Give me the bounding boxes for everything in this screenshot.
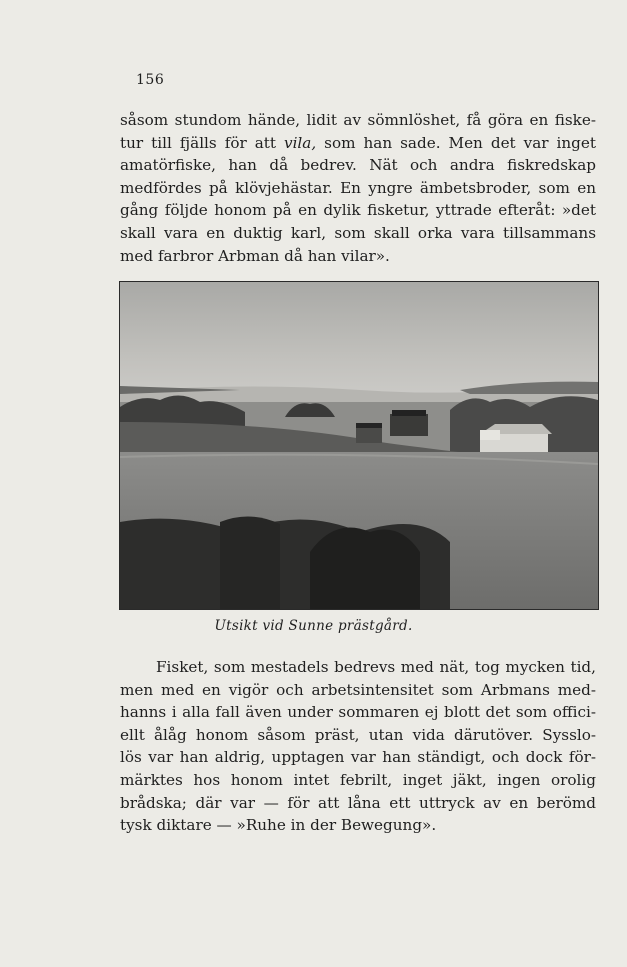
photo-caption: Utsikt vid Sunne prästgård. [214,618,413,634]
text-line: lös var han aldrig, upptagen var han ständigt, och dock för- [120,748,596,767]
text-line: skall vara en duktig karl, som skall orka vara tillsammans [120,223,596,242]
paragraph-2 [120,656,596,837]
text-line: brådska; där var — för att låna ett uttryck av en berömd [120,793,596,812]
text-line: men med en vigör och arbetsintensitet som Arbmans med- [120,680,596,699]
text-line: Fisket, som mestadels bedrevs med nät, tog mycken tid, [156,658,596,676]
text-line: med farbror Arbman då han vilar». [120,246,390,265]
text-line: gång följde honom på en dylik fisketur, yttrade efteråt: »det [120,201,596,220]
text-line: såsom stundom hände, lidit av sömnlöshet, få göra en fiske- [120,111,596,129]
text-line: amatörfiske, han då bedrev. Nät och andra fiskredskap [120,156,596,175]
text-fragment: tur till fjälls för att [120,133,284,152]
page-number: 156 [136,72,165,88]
text-line: tysk diktare — »Ruhe in der Bewegung». [120,816,437,835]
text-line: ellt ålåg honom såsom präst, utan vida därutöver. Sysslo- [120,725,596,744]
landscape-photo [119,281,599,610]
text-line: märktes hos honom intet febrilt, inget jäkt, ingen orolig [120,770,596,789]
paragraph-1 [120,109,596,267]
text-line [120,132,596,155]
text-line: medfördes på klövjehästar. En yngre ämbetsbroder, som en [120,178,596,197]
text-fragment: som han sade. Men det var inget [316,133,596,152]
italic-word: vila, [284,133,317,152]
text-line: hanns i alla fall även under sommaren ej blott det som offici- [120,703,596,722]
